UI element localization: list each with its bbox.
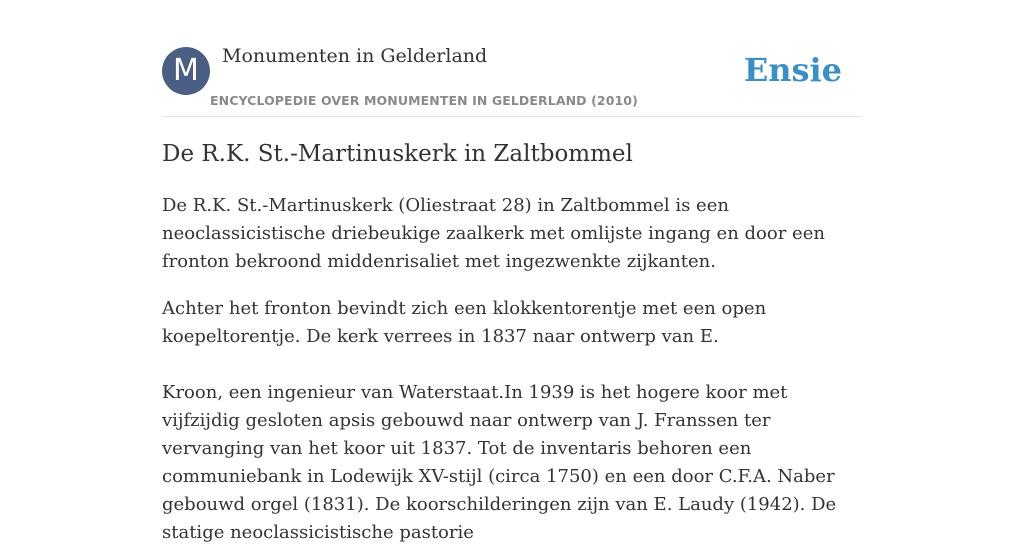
source-header [162,0,862,117]
source-avatar[interactable]: M [162,47,210,95]
article-paragraph: Achter het fronton bevindt zich een klokkentorentje met een open koepeltorentje. De kerk verrees in 1837 naar ontwerp van E. [162,298,767,347]
ensie-logo[interactable]: Ensie [743,51,842,89]
article-paragraph: Kroon, een ingenieur van Waterstaat.In 1939 is het hogere koor met vijfzijdig gesloten apsis gebouwd naar ontwerp van J. Franssen ter vervanging van het koor uit 1837. Tot de inventaris behoren een communiebank in Lodewijk XV-stijl (circa 1750) en een door C.F.A. Naber gebouwd orgel (1831). De koorschilderingen zijn van E. Laudy (1942). De statige neoclassicistische pastorie [162,382,837,543]
source-subtitle: ENCYCLOPEDIE OVER MONUMENTEN IN GELDERLAND (2010) [210,93,638,108]
source-title-link[interactable]: Monumenten in Gelderland [222,45,488,67]
article-paragraph: De R.K. St.-Martinuskerk (Oliestraat 28) in Zaltbommel is een neoclassicistische driebeukige zaalkerk met omlijste ingang en door een fronton bekroond middenrisaliet met ingezwenkte zijkanten. [162,195,825,272]
article-title: De R.K. St.-Martinuskerk in Zaltbommel [162,141,633,167]
article [162,136,862,547]
